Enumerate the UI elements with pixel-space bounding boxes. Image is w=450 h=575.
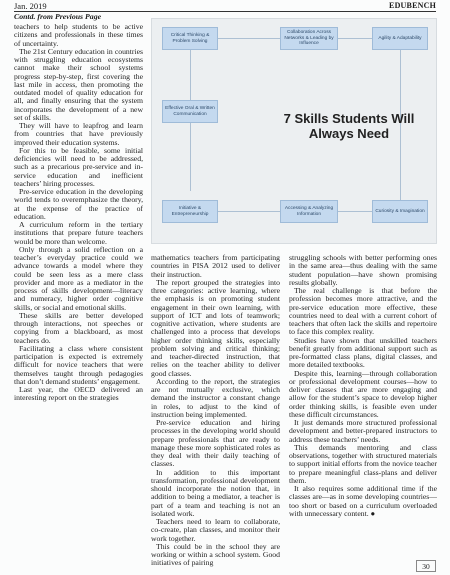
- paragraph: In addition to this important transformation, professional development should incorporate the notion that, in addition to being a mediator, a teacher is part of a team and teaching is not an isolated work.: [151, 467, 280, 518]
- connector-line: [218, 38, 280, 39]
- publication-name: EDUBENCH: [389, 1, 436, 10]
- paragraph: Facilitating a class where consistent participation is expected is extremely difficult for novice teachers that were themselves taught through pedagogies that don’t demand students’ engagement.: [14, 343, 143, 386]
- connector-line: [190, 50, 191, 100]
- infographic-title: 7 Skills Students Will Always Need: [283, 111, 415, 141]
- paragraph: Pre-service education and hiring processes in the developing world should prepare professionals that are ready to manage these more sophisticated roles as they deal with their daily teaching of classes.: [151, 418, 280, 469]
- column-1: [14, 23, 143, 403]
- paragraph: It also requires some additional time if the classes are—as in some developing countries—too short or based on a curriculum overloaded with unnecessary content. ●: [289, 484, 437, 518]
- paragraph: According to the report, the strategies are not mutually exclusive, which demand the instructor a constant change in roles, to adjust to the kind of instruction being implemented.: [151, 376, 280, 419]
- paragraph: Only through a solid reflection on a teacher’s everyday practice could we advance towards a model where they could be seen less as a mere class provider and more as a mediator in the process of skills development—literacy and numeracy, higher order cognitive skills, or social and emotional skills.: [14, 244, 143, 312]
- skill-box: Effective Oral & Written Communication: [162, 100, 218, 123]
- skill-box: Curiosity & Imagination: [372, 200, 428, 223]
- paragraph: The report grouped the strategies into three categories: active learning, where the emphasis is on promoting student engagement in their own learning, with support of ICT and lots of teamwork; cognitive activation, where students are challenged into a process that develops higher order thinking skills, especially problem solving and critical thinking; and teacher-directed instruction, that relies on the teacher ability to deliver good classes.: [151, 277, 280, 378]
- skill-box: Initiative & Entrepreneurship: [162, 200, 218, 223]
- paragraph: These skills are better developed through interactions, not speeches or copying from a blackboard, as most teachers do.: [14, 310, 143, 345]
- skill-box: Critical Thinking & Problem Solving: [162, 27, 218, 50]
- paragraph: struggling schools with better performing ones in the same area—thus dealing with the same student population—have shown promising results globally.: [289, 253, 437, 287]
- skill-box: Collaboration Across Networks & Leading by Influence: [280, 27, 338, 50]
- paragraph: They will have to leapfrog and learn from countries that have previously improved their education systems.: [14, 121, 143, 147]
- paragraph: teachers to help students to be active citizens and professionals in these times of uncertainty.: [14, 22, 143, 48]
- paragraph: The 21st Century education in countries with struggling education ecosystems cannot make their school systems progress step-by-step, first covering the last mile in access, then promoting the outdated model of quality education for all, and finally ensuring that the system incorporates the development of a new set of skills.: [14, 46, 143, 122]
- paragraph: This demands mentoring and class observations, together with structured materials to support initial efforts from the novice teacher to prepare meaningful class-plans and deliver them.: [289, 442, 437, 485]
- paragraph: Pre-service education in the developing world tends to overemphasize the theory, at the expense of the practice of education.: [14, 187, 143, 221]
- issue-date: Jan. 2019: [14, 1, 47, 11]
- continued-label: Contd. from Previous Page: [14, 12, 102, 21]
- paragraph: A curriculum reform in the tertiary institutions that prepare future teachers would be more than welcome.: [14, 220, 143, 246]
- paragraph: For this to be feasible, some initial deficiencies will need to be addressed, such as a precarious pre-service and in-service education and inefficient teachers’ hiring processes.: [14, 145, 143, 188]
- paragraph: This could be in the school they are working or within a school system. Good initiatives of pairing: [151, 541, 280, 568]
- paragraph: mathematics teachers from participating countries in PISA 2012 used to deliver their instruction.: [151, 253, 280, 279]
- connector-line: [218, 211, 280, 212]
- page-number: 30: [416, 560, 436, 572]
- skills-infographic: [151, 18, 437, 244]
- paragraph: Teachers need to learn to collaborate, co-create, plan classes, and monitor their work together.: [151, 517, 280, 543]
- paragraph: Last year, the OECD delivered an interesting report on the strategies: [14, 385, 143, 403]
- paragraph: Despite this, learning—through collaboration or professional development courses—how to deliver classes that are more engaging and allow for the student’s space to develop higher order thinking skills, is feasible even under these difficult circumstances.: [289, 368, 437, 419]
- skill-box: Agility & Adaptability: [372, 27, 428, 50]
- paragraph: It just demands more structured professional development and better-prepared instructors to address these teachers’ needs.: [289, 418, 437, 444]
- connector-line: [338, 38, 372, 39]
- connector-line: [338, 211, 372, 212]
- skill-box: Accessing & Analyzing Information: [280, 200, 338, 223]
- paragraph: Studies have shown that unskilled teachers benefit greatly from additional support such as pre-formatted class plans, digital classes, and more detailed textbooks.: [289, 335, 437, 370]
- column-3: [289, 254, 437, 518]
- column-2: [151, 254, 280, 568]
- connector-line: [190, 123, 191, 191]
- paragraph: The real challenge is that before the profession becomes more attractive, and the pre-service education more effective, these countries need to deal with a current cohort of teachers that often lack the skills and repertoire to face this complex reality.: [289, 286, 437, 337]
